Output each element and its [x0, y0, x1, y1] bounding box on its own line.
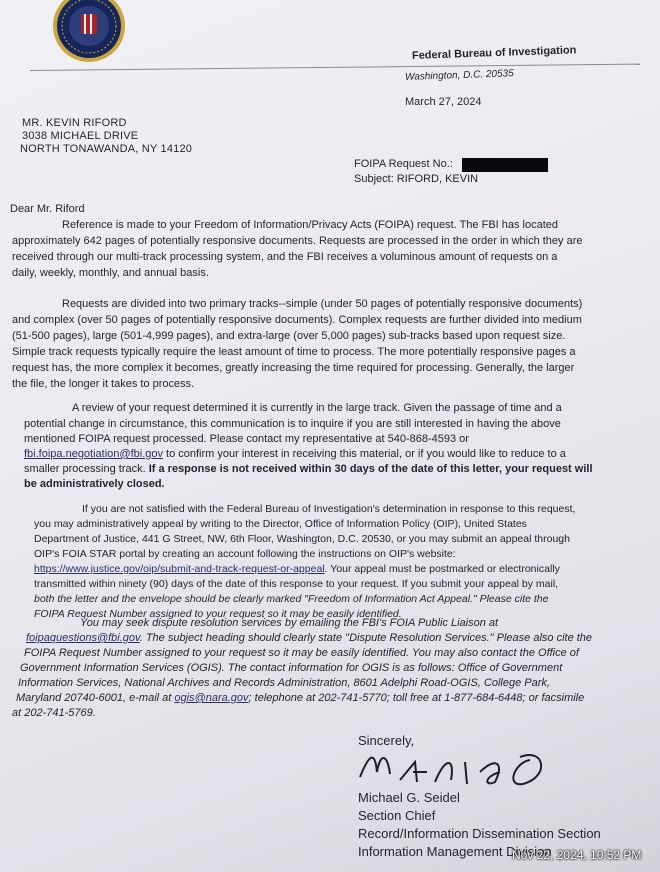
p3-line: A review of your request determined it is currently in the large track. Given the passage of time and a [72, 402, 562, 414]
p4-line: FOIPA Request Number assigned to your request so it may be easily identified. [34, 608, 402, 620]
p3-line: fbi.foipa.negotiation@fbi.gov to confirm your interest in receiving this material, or if you would like to reduce to a [24, 448, 566, 460]
p4-line: https://www.justice.gov/oip/submit-and-track-request-or-appeal. Your appeal must be postmarked or electronically [34, 563, 560, 575]
letter-date: March 27, 2024 [405, 96, 482, 108]
signer-title: Section Chief [358, 808, 436, 823]
p2-line: (51-500 pages), large (501-4,999 pages), and extra-large (over 5,000 pages) sub-tracks based upon request size. [12, 330, 566, 342]
p5-line: You may seek dispute resolution services by emailing the FBI's FOIA Public Liaison at [80, 617, 499, 629]
signer-division: Information Management Division [358, 844, 552, 859]
agency-city: Washington, D.C. 20535 [404, 68, 514, 83]
recipient-street: 3038 MICHAEL DRIVE [22, 130, 139, 142]
signature-icon [355, 742, 555, 797]
fbi-seal-icon [48, 0, 130, 70]
recipient-name: MR. KEVIN RIFORD [22, 117, 127, 129]
subject-line: Subject: RIFORD, KEVIN [354, 173, 479, 185]
foipa-questions-link[interactable]: foipaquestions@fbi.gov [26, 632, 140, 644]
p2-line: Simple track requests typically require the least amount of time to process. The more potentially responsive pages a [12, 346, 576, 358]
oip-appeal-link[interactable]: https://www.justice.gov/oip/submit-and-track-request-or-appeal [34, 563, 325, 575]
negotiation-email-link[interactable]: fbi.foipa.negotiation@fbi.gov [24, 448, 163, 460]
p3-line: mentioned FOIPA request processed. Please contact my representative at 540-868-4593 or [24, 433, 469, 445]
p2-line: the file, the longer it takes to process. [12, 378, 195, 390]
p4-line: transmitted within ninety (90) days of the date of this response to your request. If you submit your appeal by mail, [34, 578, 559, 590]
p2-line: Requests are divided into two primary tracks--simple (under 50 pages of potentially responsive documents) [62, 298, 583, 310]
agency-name: Federal Bureau of Investigation [411, 44, 577, 62]
p5-line: Information Services, National Archives and Records Administration, 8601 Adelphi Road-OGIS, College Park, [18, 677, 550, 689]
signer-section: Record/Information Dissemination Section [358, 826, 601, 841]
p5-line: foipaquestions@fbi.gov. The subject heading should clearly state "Dispute Resolution Services." Please also cite the [26, 632, 593, 644]
p5-line: FOIPA Request Number assigned to your request so it may be easily identified. You may also contact the Office of [24, 647, 579, 659]
p4-line: both the letter and the envelope should be clearly marked "Freedom of Information Act Appeal." Please cite the [34, 593, 549, 605]
p2-line: and complex (over 50 pages of potentially responsive documents). Complex requests are further divided into medium [12, 314, 582, 326]
p1-line: daily, weekly, monthly, and annual basis. [12, 267, 209, 279]
p4-line: you may administratively appeal by writing to the Director, Office of Information Policy (OIP), United States [34, 518, 527, 530]
request-number-label: FOIPA Request No.: [354, 158, 453, 170]
redaction-bar [462, 158, 548, 172]
p1-line: approximately 642 pages of potentially responsive documents. Requests are processed in the order in which they are [12, 235, 583, 247]
p4-line: OIP's FOIA STAR portal by creating an account following the instructions on OIP's website: [34, 548, 456, 560]
p3-line: smaller processing track. If a response is not received within 30 days of the date of this letter, your request will [24, 463, 593, 475]
sincerely: Sincerely, [358, 733, 415, 748]
p5-line: at 202-741-5769. [12, 707, 96, 719]
photo-timestamp: Nov 22, 2024, 10:52 PM [512, 848, 642, 862]
p3-line: potential change in circumstance, this communication is to inquire if you are still interested in having the above [24, 418, 561, 430]
p1-line: received through our multi-track processing system, and the FBI receives a voluminous amount of requests on a [12, 251, 558, 263]
p5-line: Government Information Services (OGIS). The contact information for OGIS is as follows: Office of Government [20, 662, 563, 674]
p5-line: Maryland 20740-6001, e-mail at ogis@nara.gov; telephone at 202-741-5770; toll free at 1-877-684-6448; or facsimile [16, 692, 585, 704]
p2-line: request has, the more complex it becomes, greatly increasing the time required for processing. Generally, the larger [12, 362, 575, 374]
p3-line: be administratively closed. [24, 478, 165, 490]
salutation: Dear Mr. Riford [10, 203, 85, 215]
p1-line: Reference is made to your Freedom of Information/Privacy Acts (FOIPA) request. The FBI has located [62, 219, 559, 231]
signer-name: Michael G. Seidel [358, 790, 460, 805]
ogis-email-link[interactable]: ogis@nara.gov [174, 692, 249, 704]
recipient-city: NORTH TONAWANDA, NY 14120 [20, 143, 193, 155]
p4-line: Department of Justice, 441 G Street, NW, 6th Floor, Washington, D.C. 20530, or you may submit an appeal through [34, 533, 570, 545]
p4-line: If you are not satisfied with the Federal Bureau of Investigation's determination in response to this request, [82, 503, 576, 515]
